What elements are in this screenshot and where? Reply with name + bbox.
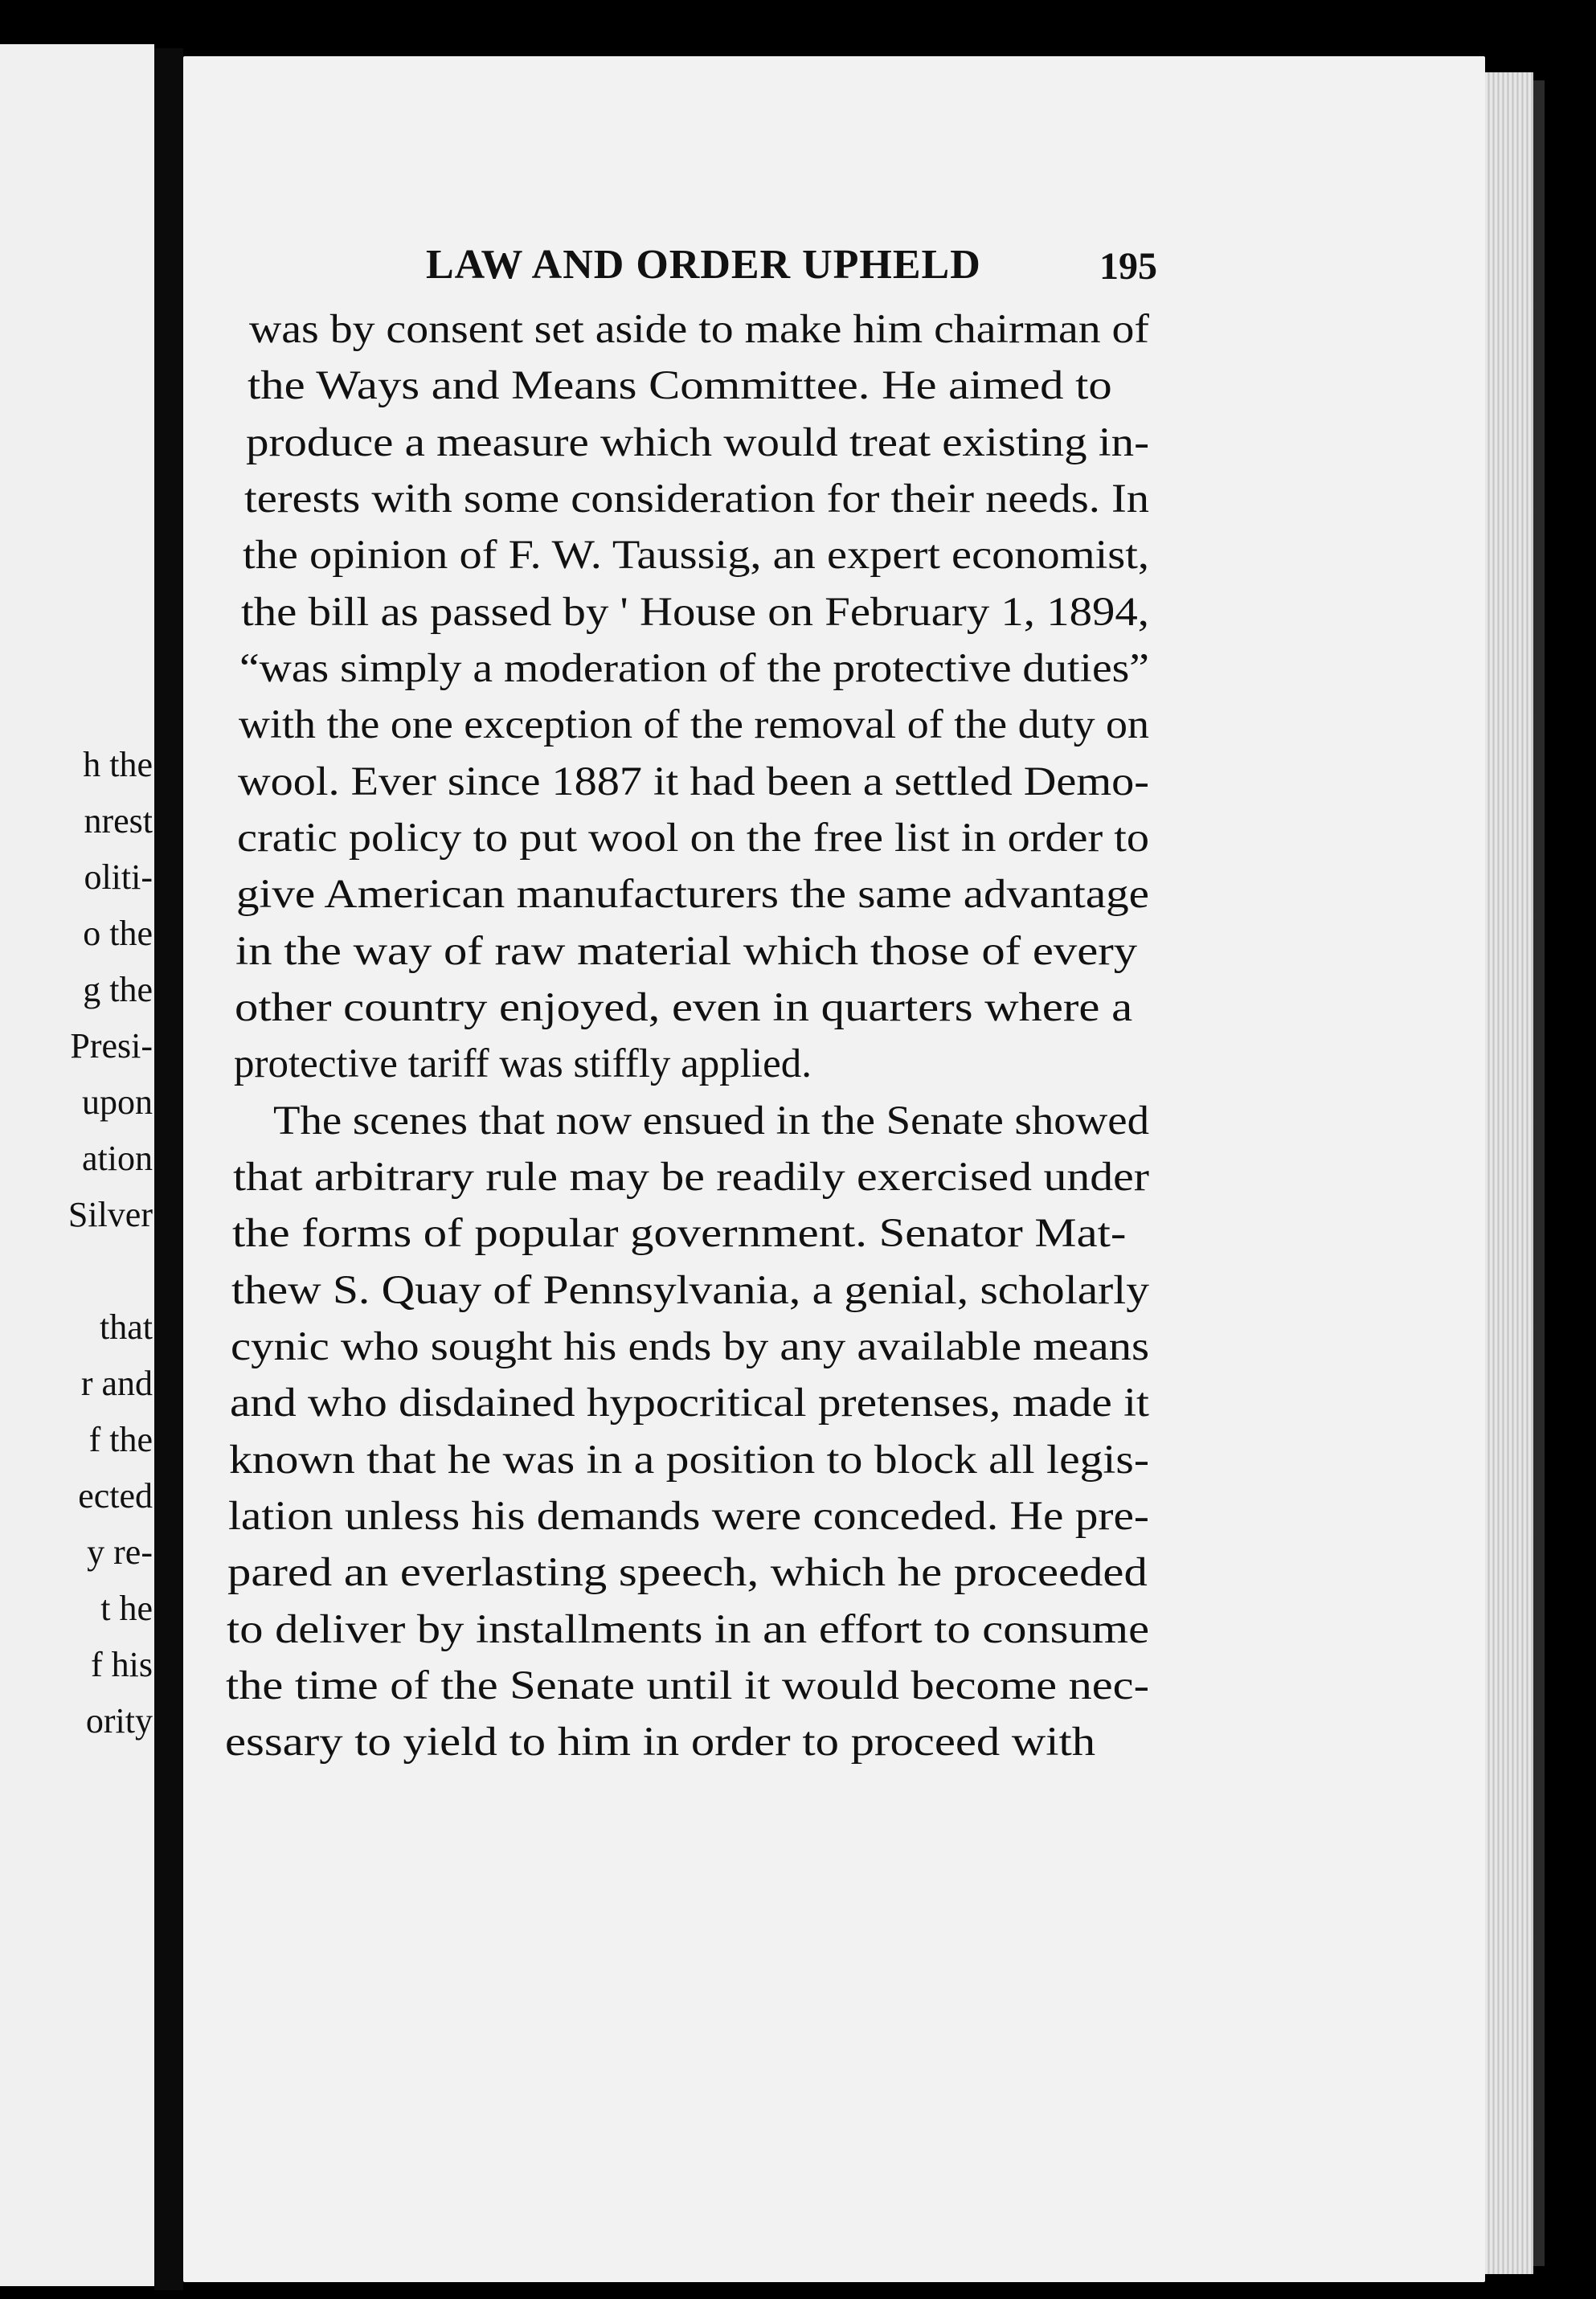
text-line: wool. Ever since 1887 it had been a settled Demo-	[238, 759, 1150, 804]
text-line: the time of the Senate until it would become nec-	[226, 1663, 1150, 1708]
facing-page-fragment: f his	[91, 1645, 153, 1684]
text-line: “was simply a moderation of the protective duties”	[239, 646, 1149, 691]
facing-page-fragment: t he	[100, 1589, 153, 1628]
running-head: LAW AND ORDER UPHELD	[426, 242, 981, 288]
facing-page-fragment: Silver	[68, 1195, 153, 1234]
facing-page-fragment: that	[100, 1307, 153, 1347]
page-number: 195	[1099, 245, 1157, 288]
text-line: cynic who sought his ends by any available means	[231, 1324, 1150, 1369]
facing-page-fragment: o the	[83, 914, 153, 953]
text-line: give American manufacturers the same advantage	[236, 872, 1150, 917]
text-line: the Ways and Means Committee. He aimed to	[248, 363, 1112, 408]
text-line: produce a measure which would treat existing in-	[246, 420, 1150, 465]
facing-page-fragment: h the	[83, 745, 153, 784]
facing-page-fragment: ority	[85, 1701, 153, 1741]
text-line: with the one exception of the removal of the duty on	[239, 702, 1150, 747]
facing-page-fragment: ected	[78, 1476, 153, 1516]
facing-page-fragment: g the	[83, 970, 153, 1009]
facing-page-fragment: f the	[88, 1420, 153, 1459]
facing-page-fragment: y re-	[87, 1532, 153, 1572]
text-line: the opinion of F. W. Taussig, an expert economist,	[243, 533, 1150, 578]
facing-page-fragment: upon	[82, 1082, 153, 1122]
text-line: lation unless his demands were conceded. He pre-	[228, 1494, 1149, 1539]
text-line: the forms of popular government. Senator Mat-	[232, 1211, 1127, 1256]
text-line: in the way of raw material which those of every	[235, 929, 1138, 974]
text-line: cratic policy to put wool on the free list in order to	[237, 816, 1149, 861]
text-line: The scenes that now ensued in the Senate showed	[273, 1098, 1150, 1143]
text-line: and who disdained hypocritical pretenses, made it	[230, 1381, 1149, 1426]
text-line: essary to yield to him in order to proceed with	[225, 1720, 1096, 1765]
facing-page-fragment: ation	[82, 1139, 153, 1178]
text-line: the bill as passed by ' House on February 1, 1894,	[241, 590, 1149, 635]
text-line: was by consent set aside to make him chairman of	[249, 307, 1150, 352]
text-line: that arbitrary rule may be readily exercised under	[233, 1155, 1149, 1200]
facing-page-fragment: r and	[80, 1364, 153, 1403]
text-line: known that he was in a position to block all legis-	[229, 1438, 1150, 1483]
facing-page-fragment: oliti-	[84, 857, 153, 897]
text-line: terests with some consideration for their needs. In	[244, 477, 1150, 522]
facing-page-fragment: nrest	[84, 801, 153, 841]
facing-page-fragment: Presi-	[70, 1026, 153, 1066]
text-line: protective tariff was stiffly applied.	[234, 1041, 812, 1086]
text-line: pared an everlasting speech, which he proceeded	[227, 1550, 1148, 1595]
text-line: to deliver by installments in an effort to consume	[227, 1607, 1150, 1652]
text-line: thew S. Quay of Pennsylvania, a genial, scholarly	[231, 1268, 1149, 1313]
text-line: other country enjoyed, even in quarters where a	[235, 985, 1133, 1030]
